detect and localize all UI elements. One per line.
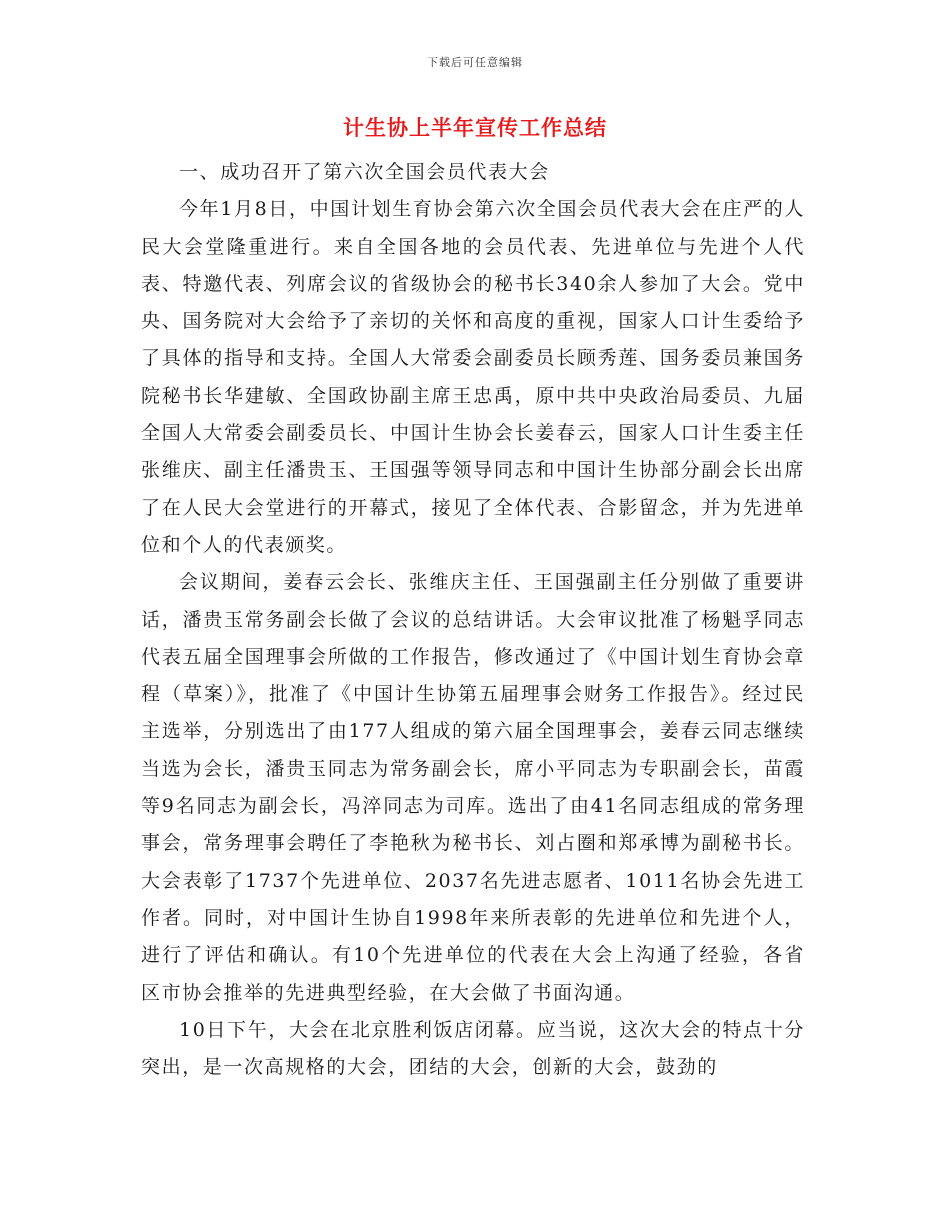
section-heading: 一、成功召开了第六次全国会员代表大会 (179, 161, 550, 183)
document-body (141, 154, 805, 1086)
paragraph: 会议期间，姜春云会长、张维庆主任、王国强副主任分别做了重要讲话，潘贵玉常务副会长做了会议的总结讲话。大会审议批准了杨魁孚同志代表五届全国理事会所做的工作报告，修改通过了《中国计划生育协会章程（草案）》，批准了《中国计生协第五届理事会财务工作报告》。经过民主选举，分别选出了由177人组成的第六届全国理事会，姜春云同志继续当选为会长，潘贵玉同志为常务副会长，席小平同志为专职副会长，苗霞等9名同志为副会长，冯淬同志为司库。选出了由41名同志组成的常务理事会，常务理事会聘任了李艳秋为秘书长、刘占圈和郑承博为副秘书长。大会表彰了1737个先进单位、2037名先进志愿者、1011名协会先进工作者。同时，对中国计生协自1998年来所表彰的先进单位和先进个人，进行了评估和确认。有10个先进单位的代表在大会上沟通了经验，各省区市协会推举的先进典型经验，在大会做了书面沟通。 (141, 571, 805, 1004)
document-title: 计生协上半年宣传工作总结 (343, 116, 607, 140)
paragraph: 10日下午，大会在北京胜利饭店闭幕。应当说，这次大会的特点十分突出，是一次高规格的大会，团结的大会，创新的大会，鼓劲的 (141, 1018, 805, 1079)
paragraph: 今年1月8日，中国计划生育协会第六次全国会员代表大会在庄严的人民大会堂隆重进行。来自全国各地的会员代表、先进单位与先进个人代表、特邀代表、列席会议的省级协会的秘书长340余人参加了大会。党中央、国务院对大会给予了亲切的关怀和高度的重视，国家人口计生委给予了具体的指导和支持。全国人大常委会副委员长顾秀莲、国务委员兼国务院秘书长华建敏、全国政协副主席王忠禹，原中共中央政治局委员、九届全国人大常委会副委员长、中国计生协会长姜春云，国家人口计生委主任张维庆、副主任潘贵玉、王国强等领导同志和中国计生协部分副会长出席了在人民大会堂进行的开幕式，接见了全体代表、合影留念，并为先进单位和个人的代表颁奖。 (141, 198, 805, 556)
header-note: 下载后可任意编辑 (427, 56, 523, 69)
